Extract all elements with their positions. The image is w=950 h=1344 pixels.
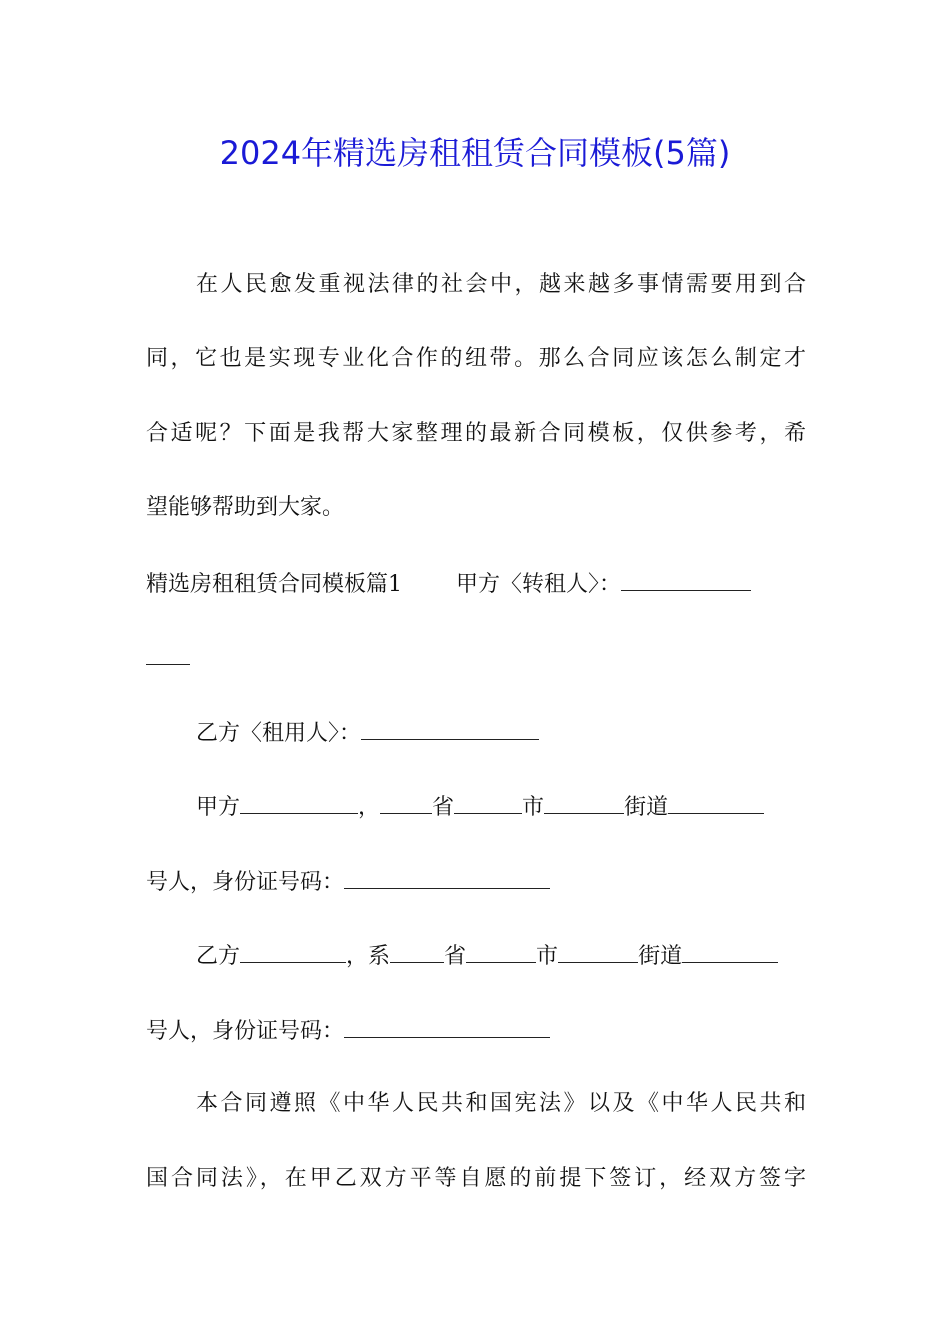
party-a-info-row (196, 791, 806, 823)
party-a-province: 省 (432, 795, 455, 820)
section-heading-row (146, 568, 806, 600)
party-a-prefix: 甲方 (196, 795, 241, 820)
party-b-street-blank (558, 940, 638, 963)
party-b-house-blank (682, 940, 778, 963)
party-b-id-row (146, 1015, 806, 1047)
party-b-id-blank (344, 1015, 550, 1038)
party-a-house-blank (668, 791, 764, 814)
party-b-prefix: 乙方 (196, 944, 241, 969)
party-a-city-blank (454, 791, 522, 814)
party-a-name-blank-tail (146, 642, 190, 665)
party-b-comma: ，系 (346, 944, 391, 969)
party-a-id-blank (344, 866, 550, 889)
party-b-row (196, 717, 806, 749)
intro-line-2: 同，它也是实现专业化合作的纽带。那么合同应该怎么制定才 (146, 346, 806, 371)
party-b-city: 市 (536, 944, 559, 969)
intro-line-4: 望能够帮助到大家。 (146, 495, 345, 520)
intro-line-1: 在人民愈发重视法律的社会中，越来越多事情需要用到合 (196, 272, 806, 297)
party-a-street-blank (544, 791, 624, 814)
party-b-id-label: 号人，身份证号码： (146, 1019, 345, 1044)
party-b-province: 省 (444, 944, 467, 969)
document-title: 2024年精选房租租赁合同模板(5篇) (219, 134, 731, 172)
party-a-name-blank (621, 568, 751, 591)
party-b-street: 街道 (638, 944, 683, 969)
party-b-info-row (196, 940, 806, 972)
party-a-id-row (146, 866, 806, 898)
party-b-label: 乙方〈租用人〉： (196, 721, 362, 746)
party-a-city: 市 (522, 795, 545, 820)
party-a-label: 甲方〈转租人〉： (456, 572, 622, 597)
party-a-street: 街道 (624, 795, 669, 820)
law-line-2: 国合同法》，在甲乙双方平等自愿的前提下签订，经双方签字 (146, 1166, 806, 1191)
party-a-blank (240, 791, 358, 814)
party-b-province-blank (390, 940, 444, 963)
party-b-blank (240, 940, 346, 963)
party-a-province-blank (380, 791, 432, 814)
intro-line-3: 合适呢？下面是我帮大家整理的最新合同模板，仅供参考，希 (146, 421, 806, 446)
party-b-name-blank (361, 717, 539, 740)
section-heading: 精选房租租赁合同模板篇1 (146, 572, 402, 597)
party-a-id-label: 号人，身份证号码： (146, 870, 345, 895)
party-a-name-blank-continued (146, 642, 806, 674)
party-b-city-blank (466, 940, 536, 963)
law-line-1: 本合同遵照《中华人民共和国宪法》以及《中华人民共和 (196, 1091, 806, 1116)
party-a-comma: ， (358, 795, 381, 820)
